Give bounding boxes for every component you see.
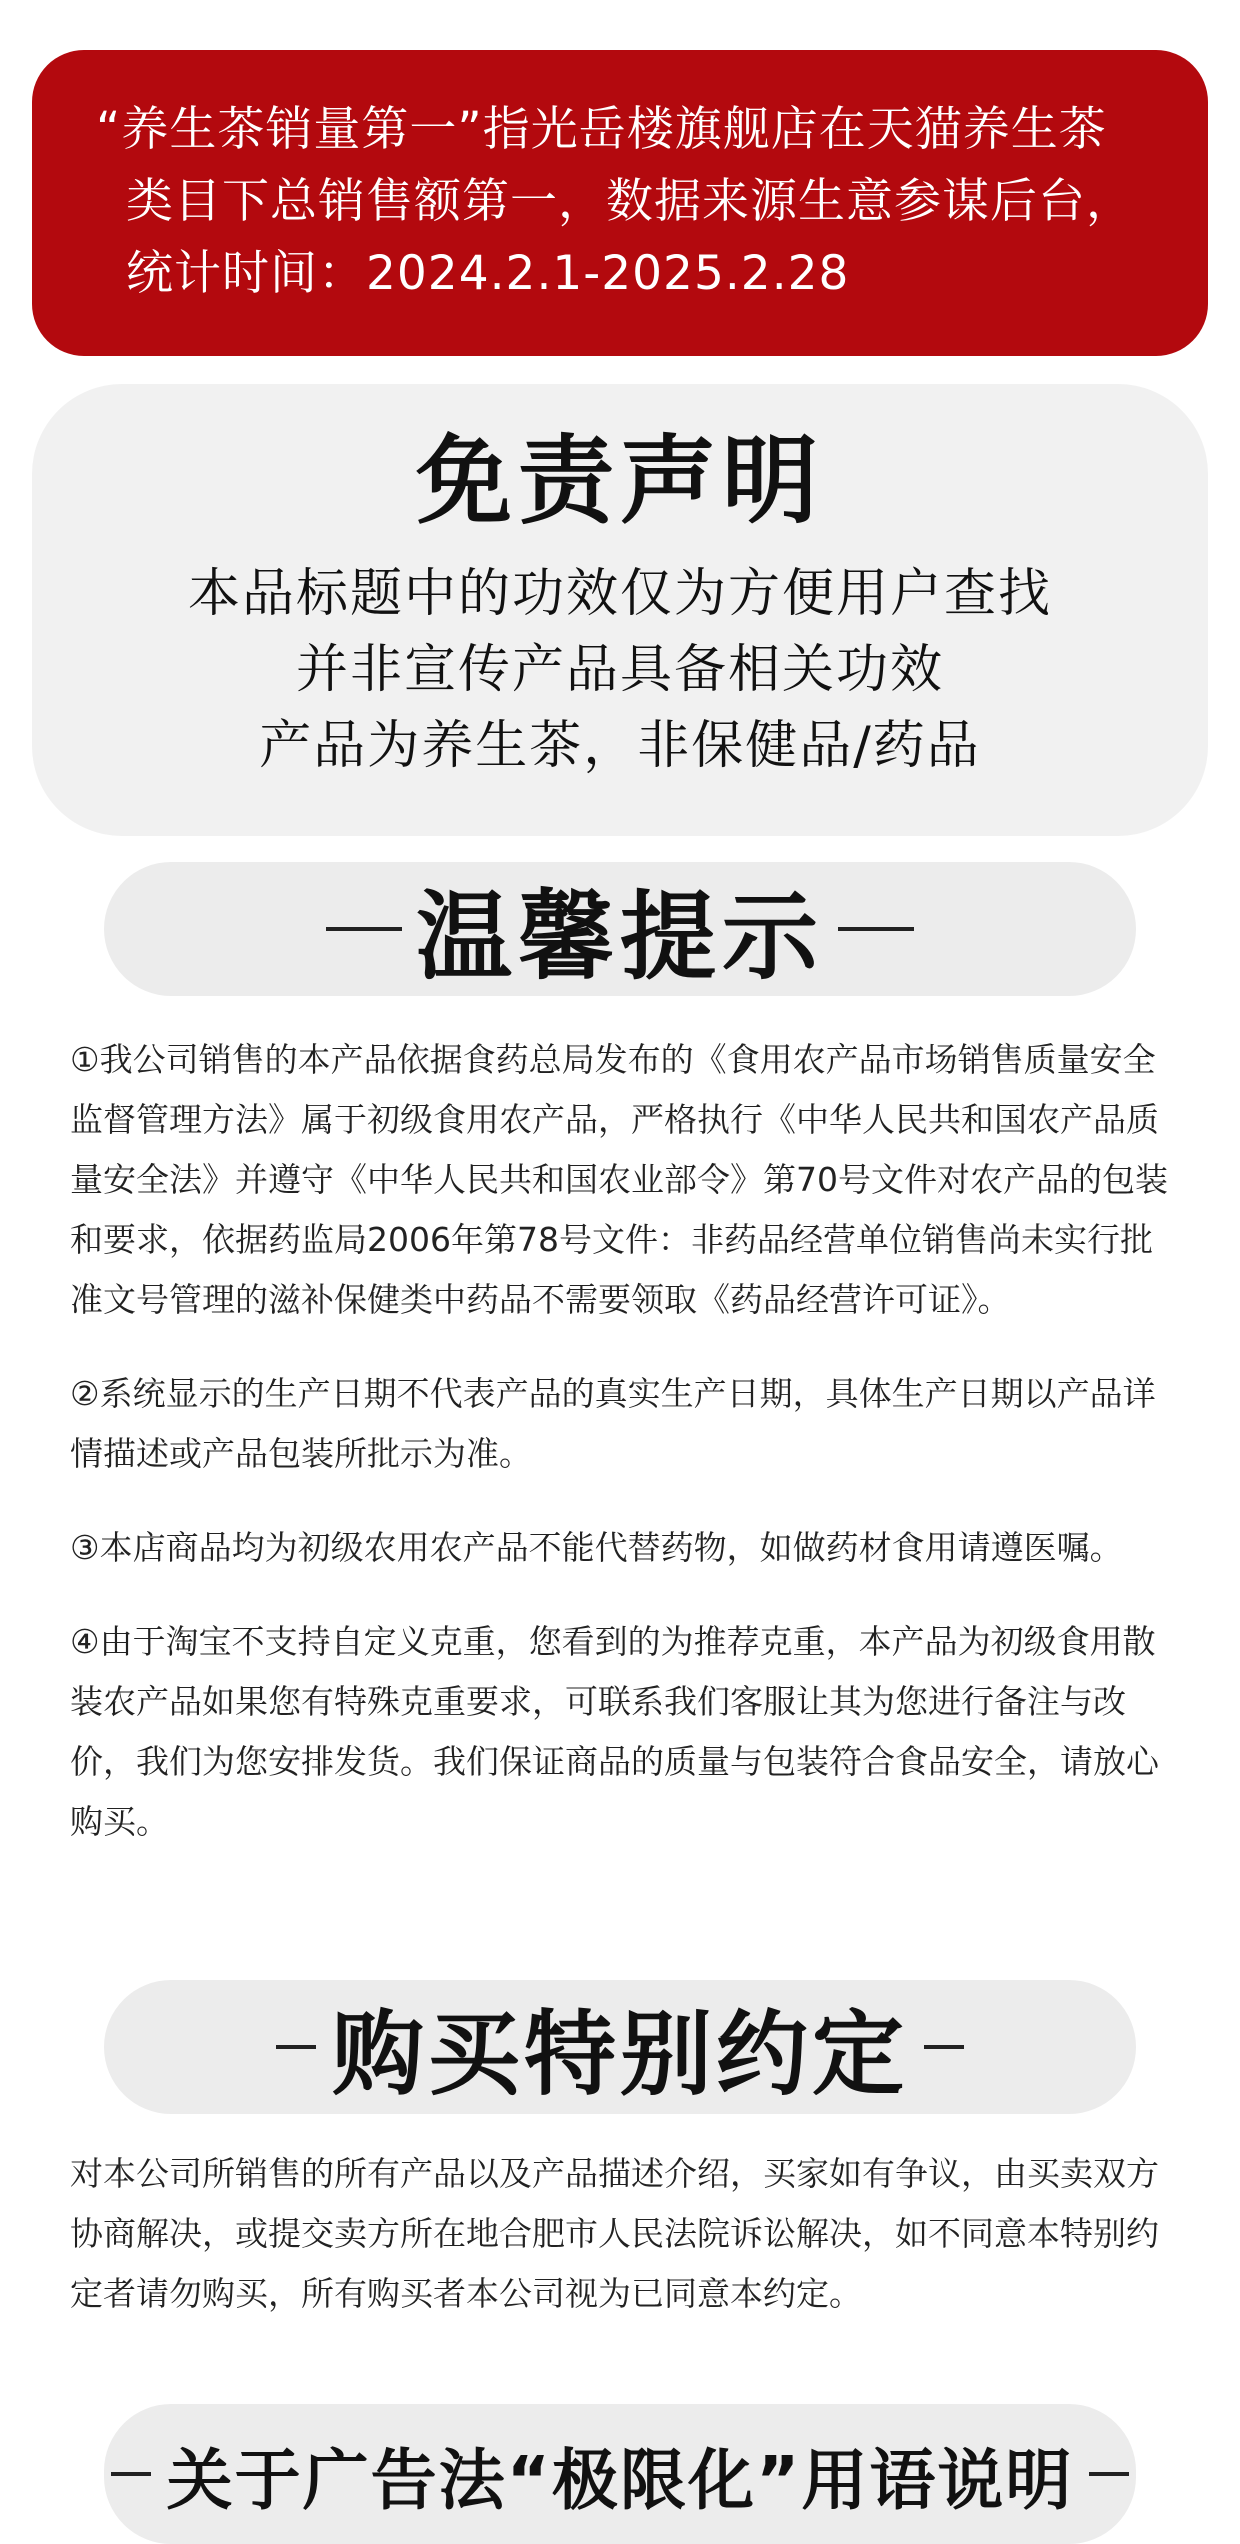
- tip-paragraph: ②系统显示的生产日期不代表产品的真实生产日期，具体生产日期以产品详情描述或产品包装所批示为准。: [70, 1374, 1156, 1473]
- banner-line-3: 统计时间：2024.2.1-2025.2.28: [126, 246, 850, 301]
- header-dash-left: [326, 927, 402, 931]
- header-dash-right: [838, 927, 914, 931]
- tips-section: [70, 1030, 1180, 1852]
- header-dash-left: [111, 2472, 151, 2476]
- disclaimer-line: 产品为养生茶，非保健品/药品: [259, 716, 981, 776]
- tip-paragraph: ④由于淘宝不支持自定义克重，您看到的为推荐克重，本产品为初级食用散装农产品如果您有特殊克重要求，可联系我们客服让其为您进行备注与改价，我们为您安排发货。我们保证商品的质量与包装符合食品安全，请放心购买。: [70, 1622, 1159, 1841]
- banner-line-2: 类目下总销售额第一，数据来源生意参谋后台，: [126, 174, 1134, 229]
- header-dash-right: [1089, 2472, 1129, 2476]
- header-dash-left: [276, 2045, 316, 2049]
- banner-line-1: “养生茶销量第一”指光岳楼旗舰店在天猫养生茶: [96, 102, 1107, 157]
- agreement-header: [104, 1980, 1136, 2114]
- sales-claim-banner: [32, 50, 1208, 356]
- ad-law-title: 关于广告法“极限化”用语说明: [166, 2441, 1074, 2519]
- header-dash-right: [924, 2045, 964, 2049]
- agreement-title: 购买特别约定: [331, 2001, 908, 2108]
- disclaimer-title: 免责声明: [416, 425, 824, 537]
- disclaimer-panel: [32, 384, 1208, 836]
- tips-header: [104, 862, 1136, 996]
- tip-paragraph: ①我公司销售的本产品依据食药总局发布的《食用农产品市场销售质量安全监督管理方法》属于初级食用农产品，严格执行《中华人民共和国农产品质量安全法》并遵守《中华人民共和国农业部令》第70号文件对农产品的包装和要求，依据药监局2006年第78号文件：非药品经营单位销售尚未实行批准文号管理的滋补保健类中药品不需要领取《药品经营许可证》。: [70, 1040, 1168, 1319]
- disclaimer-line: 并非宣传产品具备相关功效: [295, 640, 944, 700]
- tips-title: 温馨提示: [416, 880, 824, 993]
- agreement-text: 对本公司所销售的所有产品以及产品描述介绍，买家如有争议，由买卖双方协商解决，或提交卖方所在地合肥市人民法院诉讼解决，如不同意本特别约定者请勿购买，所有购买者本公司视为已同意本约定。: [70, 2154, 1159, 2313]
- tip-paragraph: ③本店商品均为初级农用农产品不能代替药物，如做药材食用请遵医嘱。: [70, 1528, 1123, 1567]
- disclaimer-line: 本品标题中的功效仅为方便用户查找: [187, 564, 1052, 624]
- ad-law-header: [104, 2404, 1136, 2544]
